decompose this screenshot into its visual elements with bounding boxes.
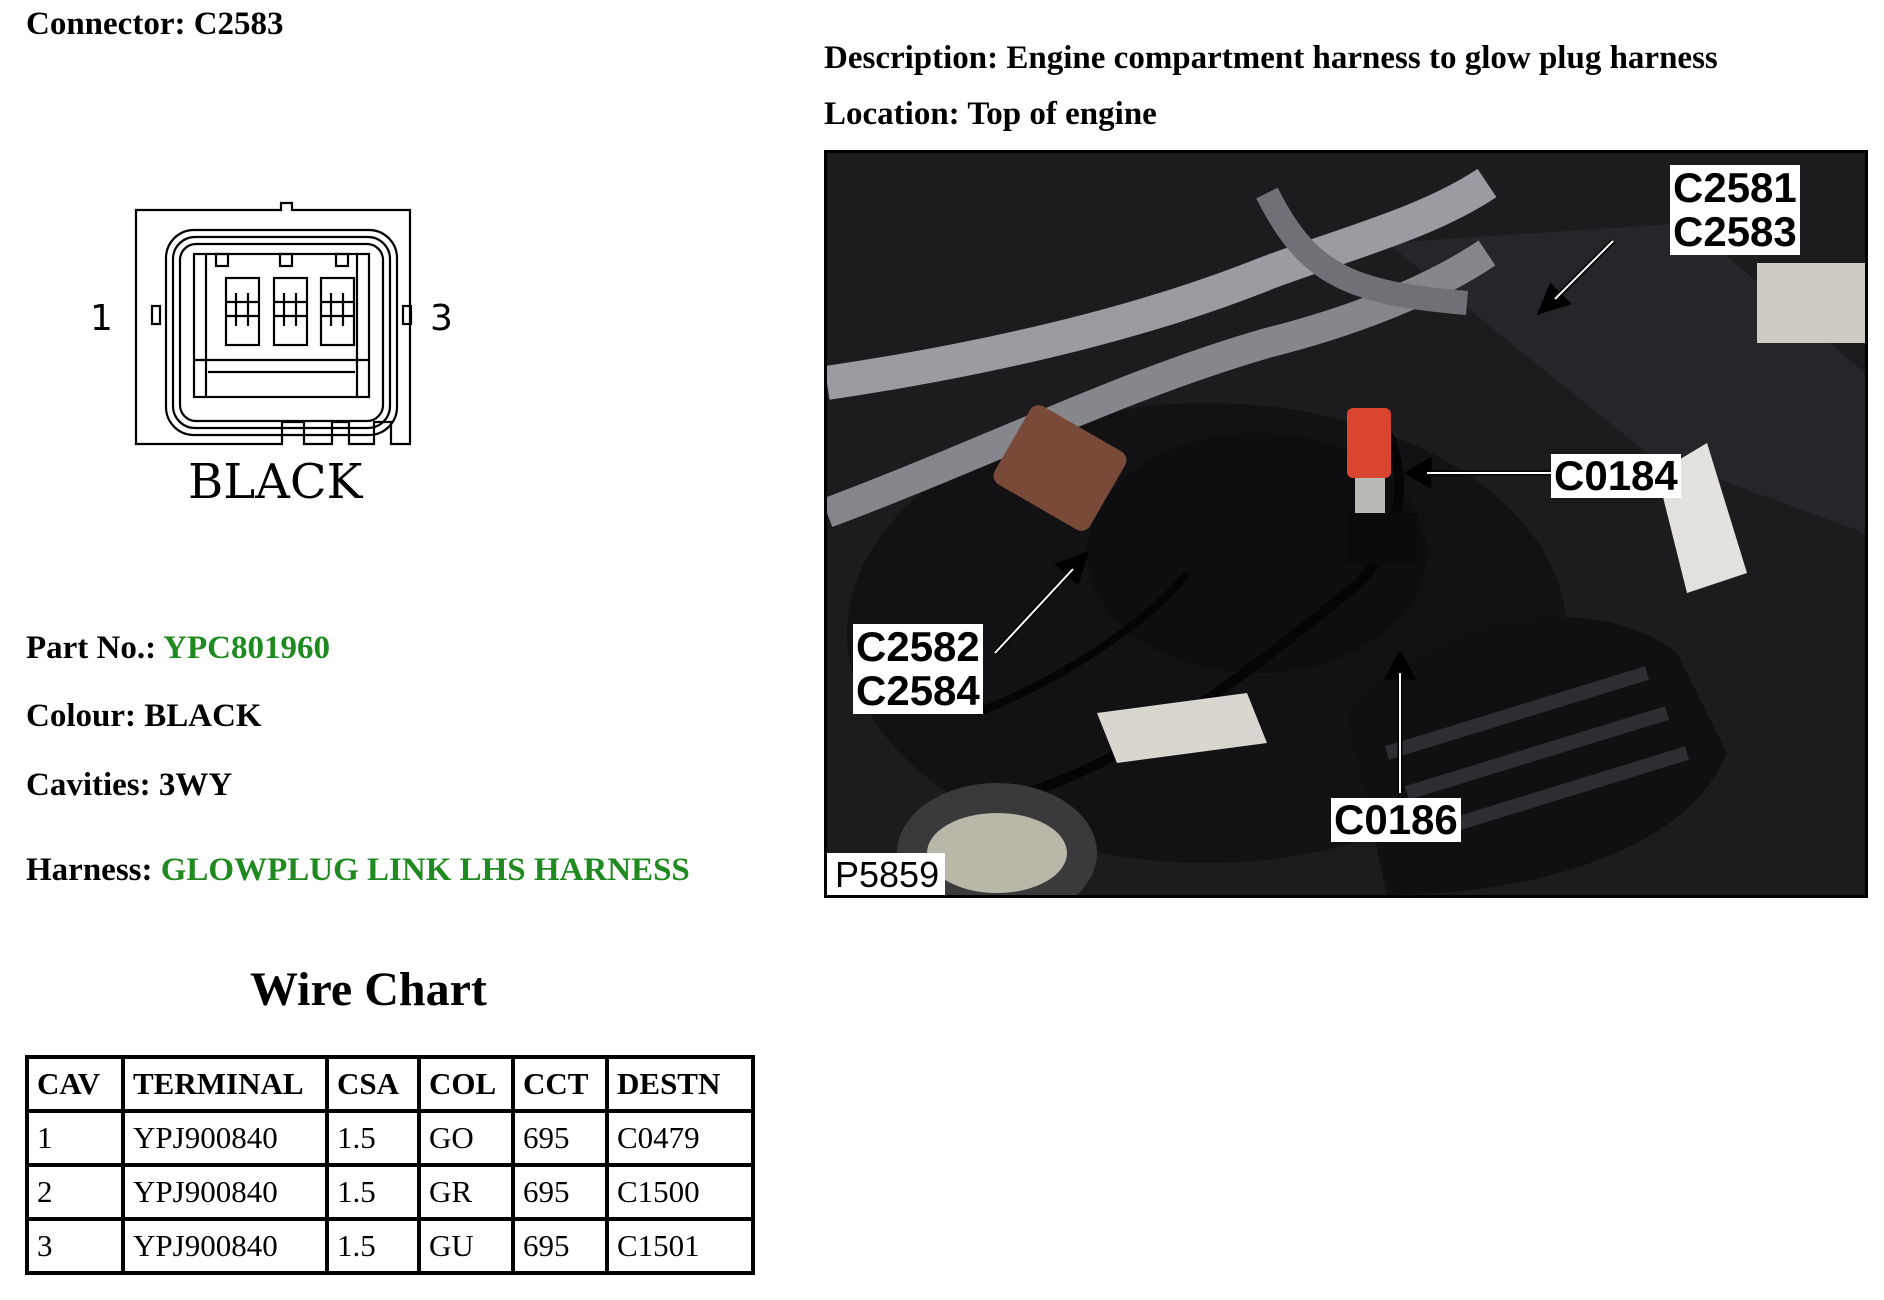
cell-csa: 1.5 [327,1165,419,1219]
cell-col: GR [419,1165,513,1219]
engine-photo-illustration [827,153,1865,895]
wire-chart-title: Wire Chart [250,963,487,1016]
header-destn: DESTN [607,1057,753,1111]
callout-c0186: C0186 [1331,798,1461,842]
cell-csa: 1.5 [327,1219,419,1273]
cell-terminal: YPJ900840 [123,1219,327,1273]
connector-face-drawing [70,200,490,530]
description-value: Engine compartment harness to glow plug harness [1006,40,1718,76]
cavities-label: Cavities: [26,767,151,803]
cell-terminal: YPJ900840 [123,1165,327,1219]
table-row [27,1165,753,1219]
connector-label: Connector: [26,6,186,42]
header-cct: CCT [513,1057,607,1111]
header-csa: CSA [327,1057,419,1111]
callout-c0184: C0184 [1551,454,1681,498]
cell-col: GO [419,1111,513,1165]
callout-c2581-c2583 [1670,165,1800,255]
description-label: Description: [824,40,999,76]
header-terminal: TERMINAL [123,1057,327,1111]
connector-face-diagram [70,200,490,530]
callout-c2582-c2584 [853,624,983,714]
cavities-line [26,767,232,804]
cell-destn: C1501 [607,1219,753,1273]
connector-value: C2583 [193,6,284,42]
header-cav: CAV [27,1057,123,1111]
callout-c2582: C2582 [856,623,980,670]
callout-c2583: C2583 [1673,208,1797,255]
part-no-link[interactable]: YPC801960 [163,630,330,666]
cell-col: GU [419,1219,513,1273]
location-label: Location: [824,96,960,132]
cavities-value: 3WY [158,767,233,803]
cell-terminal: YPJ900840 [123,1111,327,1165]
cell-destn: C1500 [607,1165,753,1219]
callout-c2584: C2584 [856,667,980,714]
diagram-colour-caption: BLACK [188,454,363,510]
wire-chart-table [25,1055,755,1275]
wire-chart-header-row [27,1057,753,1111]
cell-cct: 695 [513,1111,607,1165]
harness-link[interactable]: GLOWPLUG LINK LHS HARNESS [160,852,690,888]
figure-reference: P5859 [827,853,945,895]
colour-value: BLACK [144,698,262,734]
harness-label: Harness: [26,852,153,888]
part-no-label: Part No.: [26,630,157,666]
cell-cct: 695 [513,1165,607,1219]
location-photo [824,150,1868,898]
harness-line [26,852,690,889]
connector-line [26,6,284,43]
part-no-line [26,630,330,667]
pin-3-label: 3 [430,298,453,339]
table-row [27,1111,753,1165]
cell-cav: 3 [27,1219,123,1273]
location-line [824,96,1157,133]
cell-cav: 1 [27,1111,123,1165]
location-value: Top of engine [967,96,1157,132]
cell-csa: 1.5 [327,1111,419,1165]
cell-destn: C0479 [607,1111,753,1165]
pin-1-label: 1 [90,298,113,339]
cell-cav: 2 [27,1165,123,1219]
header-col: COL [419,1057,513,1111]
table-row [27,1219,753,1273]
description-line [824,40,1718,77]
cell-cct: 695 [513,1219,607,1273]
colour-line [26,698,262,735]
colour-label: Colour: [26,698,136,734]
callout-c2581: C2581 [1673,164,1797,211]
